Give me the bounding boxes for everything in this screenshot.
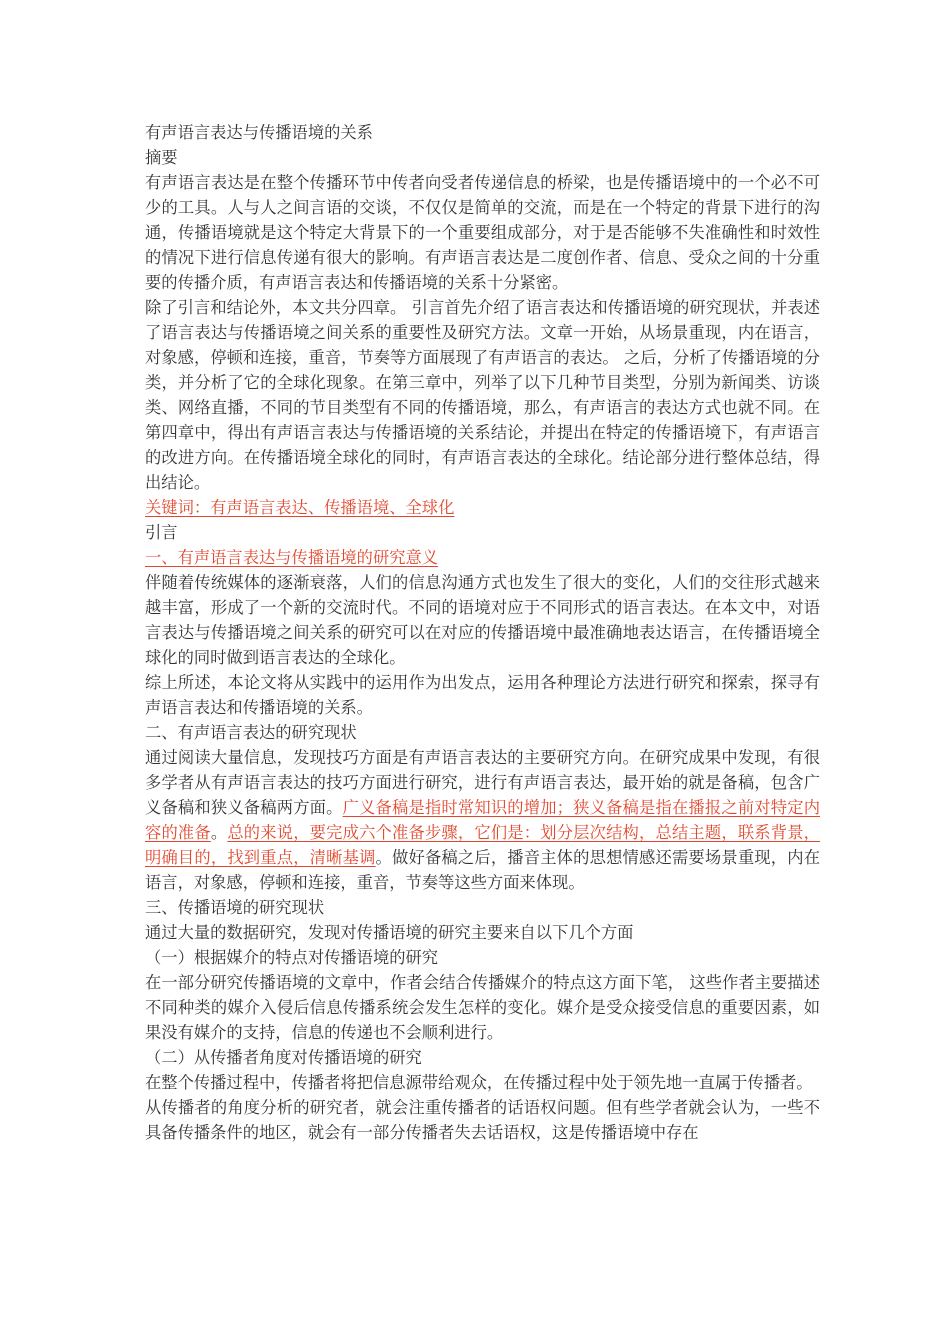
subsection-2-paragraph-1: 在整个传播过程中，传播者将把信息源带给观众，在传播过程中处于领先地一直属于传播者。 xyxy=(145,1073,813,1092)
section-2-highlight-prep: 广义备稿是指时常知识的增加；狭义备稿是指在播报之前对特定内容的准备 xyxy=(145,798,820,842)
subsection-1-paragraph-1: 在一部分研究传播语境的文章中，作者会结合传播媒介的特点这方面下笔， 这些作者主要描述不同种类的媒介入侵后信息传播系统会发生怎样的变化。媒介是受众接受信息的重要因素，如果没有媒介的支持，信息的传递也不会顺利进行。 xyxy=(145,973,820,1042)
subsection-2-paragraph-2: 从传播者的角度分析的研究者，就会注重传播者的话语权问题。但有些学者就会认为，一些不具备传播条件的地区，就会有一部分传播者失去话语权，这是传播语境中存在 xyxy=(145,1098,820,1142)
section-2-heading: 二、有声语言表达的研究现状 xyxy=(145,723,357,742)
section-2-text-c: 。 xyxy=(210,823,228,842)
abstract-paragraph-2: 除了引言和结论外，本文共分四章。 引言首先介绍了语言表达和传播语境的研究现状，并表述了语言表达与传播语境之间关系的重要性及研究方法。文章一开始，从场景重现，内在语言，对象感，停顿和连接，重音，节奏等方面展现了有声语言的表达。 之后，分析了传播语境的分类，并分析了它的全球化现象。在第三章中，列举了以下几种节目类型，分别为新闻类、访谈类、网络直播，不同的节目类型有不同的传播语境，那么，有声语言的表达方式也就不同。在第四章中，得出有声语言表达与传播语境的关系结论，并提出在特定的传播语境下，有声语言的改进方向。在传播语境全球化的同时，有声语言表达的全球化。结论部分进行整体总结，得出结论。 xyxy=(145,298,820,492)
section-3-heading: 三、传播语境的研究现状 xyxy=(145,898,325,917)
subsection-2-heading: （二）从传播者角度对传播语境的研究 xyxy=(145,1048,422,1067)
document-title: 有声语言表达与传播语境的关系 xyxy=(145,123,373,142)
abstract-heading: 摘要 xyxy=(145,148,178,167)
section-1-heading: 一、有声语言表达与传播语境的研究意义 xyxy=(145,548,439,567)
section-2-text-a: 通过阅读大量信息，发现技巧方面是有声语言表达的主要研究方向。在研究成果中发现，有很多学者从有声语言表达的技巧方面进行研究，进行有声语言表达，最开始的就是备稿，包含广义备稿和狭义备稿两方面。 xyxy=(145,748,820,817)
subsection-1-heading: （一）根据媒介的特点对传播语境的研究 xyxy=(145,948,439,967)
intro-heading: 引言 xyxy=(145,523,178,542)
section-1-paragraph-1: 伴随着传统媒体的逐渐衰落，人们的信息沟通方式也发生了很大的变化，人们的交往形式越来越丰富，形成了一个新的交流时代。不同的语境对应于不同形式的语言表达。在本文中，对语言表达与传播语境之间关系的研究可以在对应的传播语境中最准确地表达语言，在传播语境全球化的同时做到语言表达的全球化。 xyxy=(145,573,820,667)
section-2-highlight-steps: 总的来说，要完成六个准备步骤，它们是：划分层次结构，总结主题，联系背景，明确目的，找到重点，清晰基调 xyxy=(145,823,820,867)
section-1-paragraph-2: 综上所述，本论文将从实践中的运用作为出发点，运用各种理论方法进行研究和探索，探寻有声语言表达和传播语境的关系。 xyxy=(145,673,820,717)
document-page xyxy=(145,120,820,1145)
section-3-paragraph-1: 通过大量的数据研究，发现对传播语境的研究主要来自以下几个方面 xyxy=(145,923,634,942)
abstract-paragraph-1: 有声语言表达是在整个传播环节中传者向受者传递信息的桥梁，也是传播语境中的一个必不可少的工具。人与人之间言语的交谈，不仅仅是简单的交流，而是在一个特定的背景下进行的沟通，传播语境就是这个特定大背景下的一个重要组成部分，对于是否能够不失准确性和时效性的情况下进行信息传递有很大的影响。有声语言表达是二度创作者、信息、受众之间的十分重要的传播介质，有声语言表达和传播语境的关系十分紧密。 xyxy=(145,173,820,292)
section-2-text-e: 。做好备稿之后，播音主体的思想情感还需要场景重现，内在语言，对象感，停顿和连接，重音，节奏等这些方面来体现。 xyxy=(145,848,820,892)
section-2-paragraph-1 xyxy=(145,745,820,895)
keywords-line: 关键词：有声语言表达、传播语境、全球化 xyxy=(145,498,455,517)
